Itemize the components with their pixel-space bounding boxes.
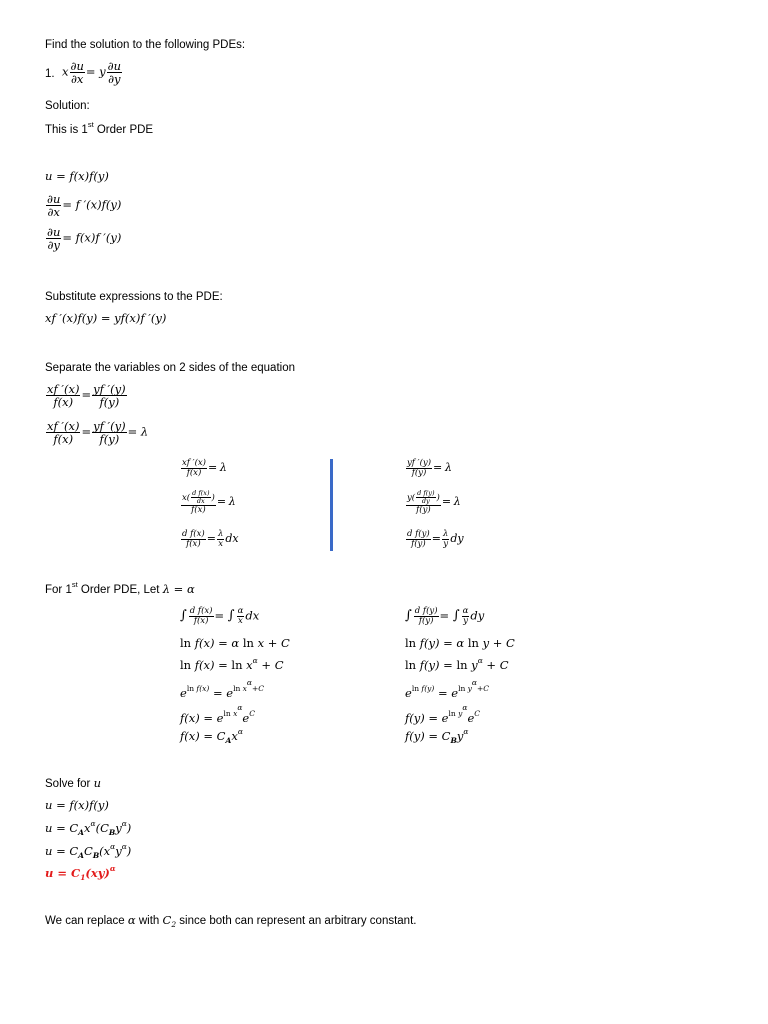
left-result: $f(x) = C_Ax^\alpha$ xyxy=(180,727,243,745)
problem-equation: x $\frac{\partial u}{\partial x}$ = y $\frac{\partial u}{\partial y}$ xyxy=(62,59,122,87)
left-eq-2: x( $\frac{\text{d f(x)}}{dx}$ ) f(x) = λ xyxy=(182,489,236,515)
partial-u-y: $\frac{\partial u}{\partial y}$ = f(x)f ′(y) xyxy=(47,225,122,253)
problem-number: 1. xyxy=(45,68,55,80)
right-exp-split: $f(y) = e^{ln y^\alpha}e^C$ xyxy=(405,703,480,725)
solve-step-2: $u = C_Ax^\alpha(C_By^\alpha)$ xyxy=(45,819,132,837)
separation-constant-equation: $\frac{xf '(x)}{f(x)}$ = $\frac{yf '(y)}{f(y)}$ = λ xyxy=(47,419,149,447)
first-order-text: For 1st Order PDE, Let λ = α xyxy=(45,580,195,596)
final-answer: $u = C_1(xy)^\alpha$ xyxy=(45,864,116,882)
right-result: $f(y) = C_By^\alpha$ xyxy=(405,727,469,745)
order-text: This is 1st Order PDE xyxy=(45,120,154,136)
intro-text: Find the solution to the following PDEs: xyxy=(45,39,246,51)
left-exp-split: $f(x) = e^{ln x^\alpha}e^C$ xyxy=(180,703,255,725)
left-exp: $e^{ln f(x)} = e^{ln x^\alpha+C}$ xyxy=(180,678,265,700)
substituted-equation: xf ′(x)f(y) = yf(x)f ′(y) xyxy=(45,311,167,325)
solution-label: Solution: xyxy=(45,100,90,112)
right-eq-2: y( $\frac{\text{d f(y)}}{dy}$ ) f(y) = λ xyxy=(407,489,461,515)
separated-ratio: $\frac{xf '(x)}{f(x)}$ = $\frac{yf '(y)}{f(y)}$ xyxy=(47,382,126,410)
left-integral: ∫ $\frac{\text{d f(x)}}{f(x)}$ = ∫ $\frac{\alpha}{x}$ dx xyxy=(180,606,260,626)
right-log-1: ln f(y) = α ln y + C xyxy=(405,636,515,650)
left-eq-3: $\frac{\text{d f(x)}}{f(x)}$ = $\frac{\lambda}{x}$ dx xyxy=(182,529,239,549)
substitute-label: Substitute expressions to the PDE: xyxy=(45,291,223,303)
left-eq-1: $\frac{xf '(x)}{f(x)}$ = λ xyxy=(182,458,227,478)
partial-u-x: $\frac{\partial u}{\partial x}$ = f ′(x)f(y) xyxy=(47,192,122,220)
right-eq-3: $\frac{\text{d f(y)}}{f(y)}$ = $\frac{\lambda}{y}$ dy xyxy=(407,529,464,549)
right-log-2: $\ln f(y) = \ln y^\alpha + C$ xyxy=(405,656,509,672)
separate-label: Separate the variables on 2 sides of the equation xyxy=(45,362,295,374)
separation-assumption: u = f(x)f(y) xyxy=(45,169,109,183)
solve-step-3: $u = C_AC_B(x^\alpha y^\alpha)$ xyxy=(45,842,132,860)
final-note: We can replace α with $C_2$ since both can represent an arbitrary constant. xyxy=(45,913,417,929)
right-exp: $e^{ln f(y)} = e^{ln y^\alpha+C}$ xyxy=(405,678,490,700)
left-log-2: $\ln f(x) = \ln x^\alpha + C$ xyxy=(180,656,284,672)
right-eq-1: $\frac{yf '(y)}{f(y)}$ = λ xyxy=(407,458,452,478)
right-integral: ∫ $\frac{\text{d f(y)}}{f(y)}$ = ∫ $\frac{\alpha}{y}$ dy xyxy=(405,606,485,626)
column-divider xyxy=(330,459,333,551)
solve-label: Solve for u xyxy=(45,776,101,790)
left-log-1: ln f(x) = α ln x + C xyxy=(180,636,290,650)
solve-step-1: u = f(x)f(y) xyxy=(45,798,109,812)
